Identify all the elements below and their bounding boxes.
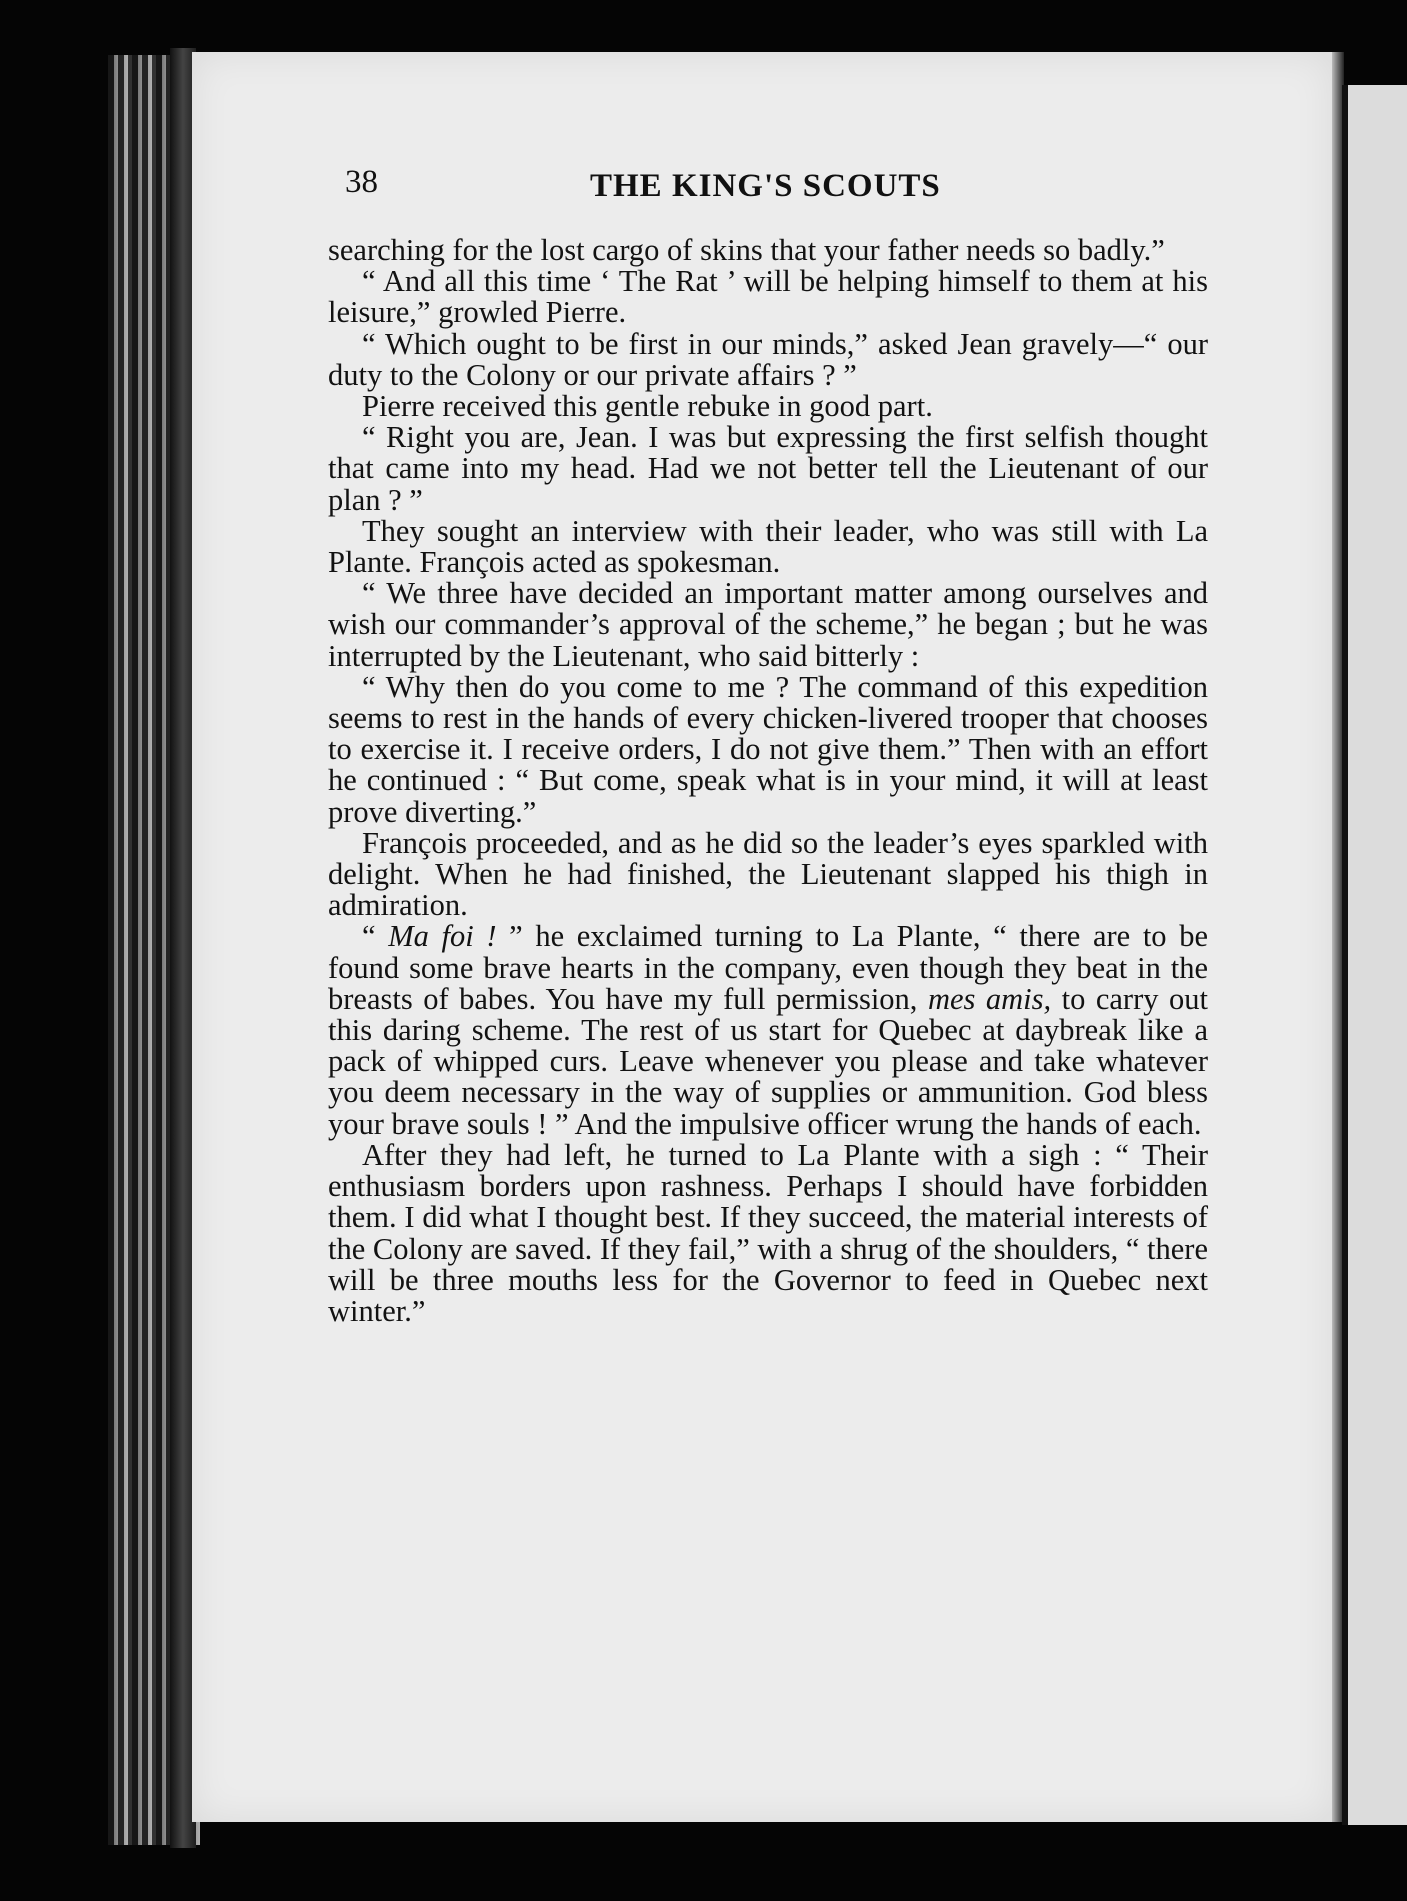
quote-open: “ bbox=[362, 919, 389, 954]
paragraph-10-end: to carry out this daring scheme. The rest of us start for Quebec at daybreak like a pack of whipped curs. Leave whenever you please and take whatever you deem necessary in the way of supplies or ammunition. God bless your brave souls ! ” And the impulsive officer wrung the hands of each. bbox=[328, 981, 1208, 1141]
paragraph-7: “ We three have decided an important matter among ourselves and wish our commander’s approval of the scheme,” he began ; but he was interrupted by the Lieutenant, who said bitterly : bbox=[328, 576, 1208, 673]
paragraph-8: “ Why then do you come to me ? The command of this expedition seems to rest in the hands of every chicken-livered trooper that chooses to exercise it. I receive orders, I do not give them.” Then with an effort he continued : “ But come, speak what is in your mind, it will at least prove diverting.” bbox=[328, 669, 1208, 829]
paragraph-2: “ And all this time ‘ The Rat ’ will be helping himself to them at his leisure,” growled Pierre. bbox=[328, 264, 1208, 330]
paragraph-10 bbox=[328, 921, 1208, 1139]
paragraph-11: After they had left, he turned to La Plante with a sigh : “ Their enthusiasm borders upon rashness. Perhaps I should have forbidden them. I did what I thought best. If they succeed, the material interests of the Colony are saved. If they fail,” with a shrug of the shoulders, “ there will be three mouths less for the Governor to feed in Quebec next winter.” bbox=[328, 1137, 1208, 1328]
adjacent-page-edge bbox=[1342, 85, 1407, 1825]
italic-phrase-mes-amis: mes amis, bbox=[927, 981, 1052, 1016]
paragraph-5: “ Right you are, Jean. I was but expressing the first selfish thought that came into my head. Had we not better tell the Lieutenant of our plan ? ” bbox=[328, 420, 1208, 517]
paragraph-6: They sought an interview with their leader, who was still with La Plante. François acted as spokesman. bbox=[328, 513, 1208, 580]
running-title: THE KING'S SCOUTS bbox=[590, 168, 941, 204]
body-text bbox=[328, 235, 1208, 1327]
paragraph-1: searching for the lost cargo of skins that your father needs so badly.” bbox=[328, 233, 1165, 267]
italic-phrase-ma-foi: Ma foi ! bbox=[388, 919, 497, 954]
page-header bbox=[345, 164, 1205, 214]
paragraph-10-middle: ” he exclaimed turning to La Plante, “ there are to be found some brave hearts in the company, even though they beat in the breasts of babes. You have my full permission, bbox=[328, 919, 1208, 1016]
page-number: 38 bbox=[345, 164, 378, 200]
paragraph-9: François proceeded, and as he did so the leader’s eyes sparkled with delight. When he had finished, the Lieutenant slapped his thigh in admiration. bbox=[328, 825, 1208, 923]
paragraph-4: Pierre received this gentle rebuke in good part. bbox=[362, 389, 933, 424]
paragraph-3: “ Which ought to be first in our minds,” asked Jean gravely—“ our duty to the Colony or our private affairs ? ” bbox=[328, 326, 1208, 392]
